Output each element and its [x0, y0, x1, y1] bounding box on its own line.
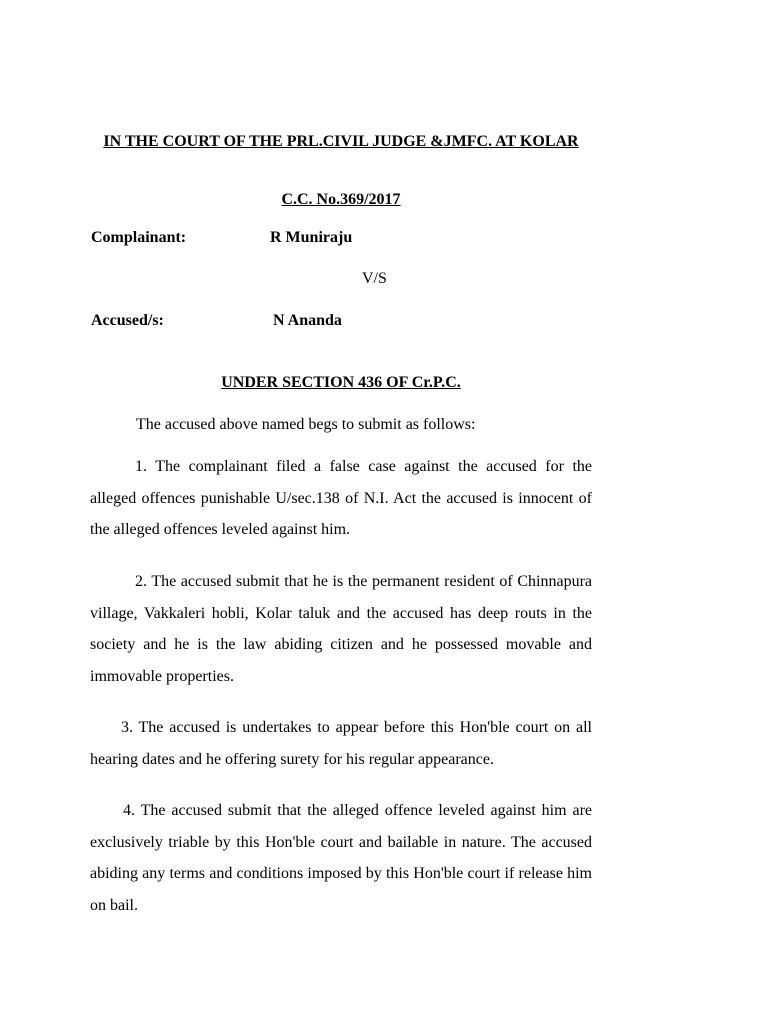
intro-text: The accused above named begs to submit as follows: — [136, 416, 476, 433]
section-heading: UNDER SECTION 436 OF Cr.P.C. — [221, 374, 461, 391]
paragraph-4: 4. The accused submit that the alleged offence leveled against him are exclusively triable by this Hon'ble court and bailable in nature. The accused abiding any terms and conditions imposed by this Hon'ble court if release him on bail. — [90, 802, 592, 914]
case-number: C.C. No.369/2017 — [281, 191, 401, 208]
court-title: IN THE COURT OF THE PRL.CIVIL JUDGE &JMFC. AT KOLAR — [103, 133, 579, 150]
paragraph-2: 2. The accused submit that he is the permanent resident of Chinnapura village, Vakkaleri hobli, Kolar taluk and the accused has deep routs in the society and he is the law abiding citizen and he possessed movable and immovable properties. — [90, 573, 592, 685]
paragraph-3: 3. The accused is undertakes to appear before this Hon'ble court on all hearing dates and he offering surety for his regular appearance. — [90, 719, 592, 768]
accused-name: N Ananda — [273, 312, 342, 329]
complainant-name: R Muniraju — [270, 229, 353, 246]
complainant-label: Complainant: — [91, 229, 187, 246]
accused-label: Accused/s: — [91, 312, 164, 329]
versus-text: V/S — [362, 270, 387, 287]
paragraph-1: 1. The complainant filed a false case against the accused for the alleged offences punishable U/sec.138 of N.I. Act the accused is innocent of the alleged offences leveled against him. — [90, 458, 592, 538]
